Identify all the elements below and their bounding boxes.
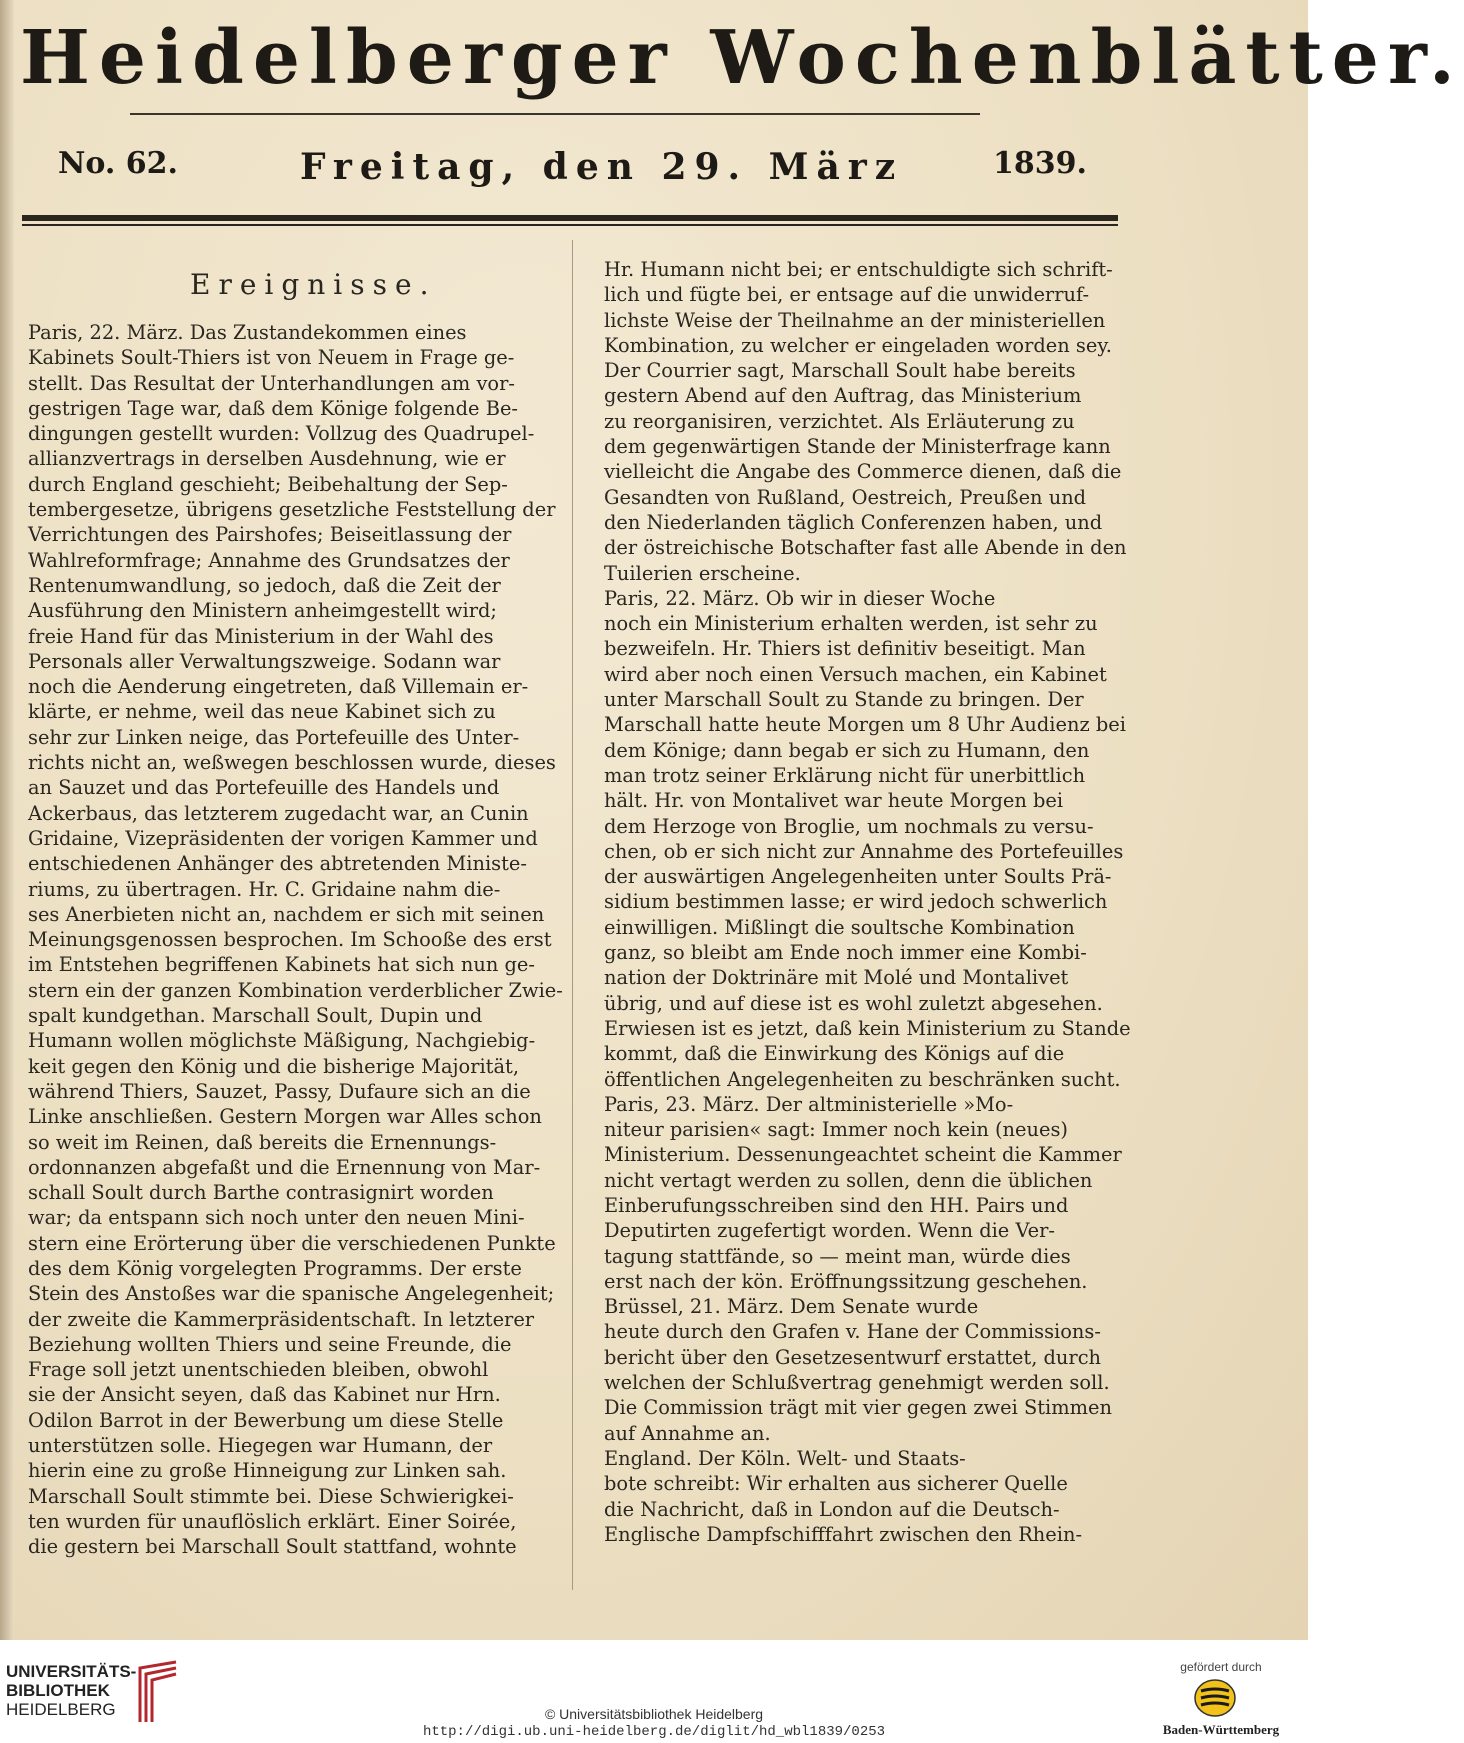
masthead-rule: [130, 113, 980, 115]
text-line: Marschall hatte heute Morgen um 8 Uhr Audienz bei: [604, 713, 1126, 737]
text-line: kommt, daß die Einwirkung des Königs auf die: [604, 1042, 1065, 1066]
text-line: zu reorganisiren, verzichtet. Als Erläuterung zu: [604, 409, 1075, 433]
issue-year: 1839.: [993, 146, 1087, 181]
text-line: Personals aller Verwaltungszweige. Sodann war: [28, 649, 501, 673]
text-line: stern ein der ganzen Kombination verderblicher Zwie-: [28, 978, 563, 1002]
text-line: Deputirten zugefertigt worden. Wenn die Ver-: [604, 1219, 1055, 1243]
text-line: sidium bestimmen lasse; er wird jedoch schwerlich: [604, 890, 1108, 914]
text-line: heute durch den Grafen v. Hane der Commissions-: [604, 1320, 1101, 1344]
text-line: Die Commission trägt mit vier gegen zwei Stimmen: [604, 1396, 1113, 1420]
text-line: an Sauzet und das Portefeuille des Handels und: [28, 776, 500, 800]
text-line: Ackerbaus, das letzterem zugedacht war, an Cunin: [28, 801, 529, 825]
sponsor-label: gefördert durch: [1180, 1660, 1262, 1674]
text-line: Linke anschließen. Gestern Morgen war Alles schon: [28, 1105, 542, 1129]
text-line: chen, ob er sich nicht zur Annahme des Portefeuilles: [604, 839, 1124, 863]
text-line: Einberufungsschreiben sind den HH. Pairs und: [604, 1193, 1069, 1217]
text-line: bezweifeln. Hr. Thiers ist definitiv beseitigt. Man: [604, 637, 1086, 661]
text-line: Hr. Humann nicht bei; er entschuldigte sich schrift-: [604, 258, 1113, 281]
text-line: den Niederlanden täglich Conferenzen haben, und: [604, 510, 1103, 534]
text-line: lich und fügte bei, er entsage auf die unwiderruf-: [604, 283, 1089, 307]
text-line: entschiedenen Anhänger des abtretenden Ministe-: [28, 852, 527, 876]
text-line: nicht vertagt werden zu sollen, denn die üblichen: [604, 1168, 1093, 1192]
text-line: Paris, 22. März. Ob wir in dieser Woche: [604, 586, 996, 610]
text-line: des dem König vorgelegten Programms. Der erste: [28, 1256, 522, 1280]
text-line: spalt kundgethan. Marschall Soult, Dupin und: [28, 1004, 483, 1028]
text-line: Paris, 23. März. Der altministerielle »Mo-: [604, 1092, 1014, 1116]
text-line: dem gegenwärtigen Stande der Ministerfrage kann: [604, 435, 1111, 459]
issue-number: No. 62.: [58, 146, 178, 181]
sponsor-state: Baden-Württemberg: [1162, 1722, 1280, 1737]
text-line: tembergesetze, übrigens gesetzliche Feststellung der: [28, 498, 556, 522]
text-line: Ausführung den Ministern anheimgestellt wird;: [28, 599, 497, 623]
copyright-notice: © Universitätsbibliothek Heidelberg: [544, 1706, 764, 1722]
text-line: Wahlreformfrage; Annahme des Grundsatzes der: [28, 548, 510, 572]
text-line: Kabinets Soult-Thiers ist von Neuem in Frage ge-: [28, 346, 515, 370]
header-rule-thin: [22, 224, 1118, 226]
text-line: die gestern bei Marschall Soult stattfand, wohnte: [28, 1535, 517, 1559]
text-line: öffentlichen Angelegenheiten zu beschränken sucht.: [604, 1067, 1121, 1091]
text-line: richts nicht an, weßwegen beschlossen wurde, dieses: [28, 751, 556, 775]
text-line: gestrigen Tage war, daß dem Könige folgende Be-: [28, 396, 518, 420]
right-column: [604, 257, 1131, 1547]
text-line: England. Der Köln. Welt- und Staats-: [604, 1446, 966, 1470]
text-line: Der Courrier sagt, Marschall Soult habe bereits: [604, 359, 1076, 383]
text-line: Stein des Anstoßes war die spanische Angelegenheit;: [28, 1282, 555, 1306]
text-line: Englische Dampfschifffahrt zwischen den Rhein-: [604, 1522, 1082, 1546]
text-line: Rentenumwandlung, so jedoch, daß die Zeit der: [28, 573, 501, 597]
source-url[interactable]: http://digi.ub.uni-heidelberg.de/diglit/hd_wbl1839/0253: [422, 1724, 886, 1740]
text-line: einwilligen. Mißlingt die soultsche Kombination: [604, 915, 1075, 939]
text-line: freie Hand für das Ministerium in der Wahl des: [28, 624, 494, 648]
text-line: Humann wollen möglichste Mäßigung, Nachgiebig-: [28, 1029, 536, 1053]
text-line: noch die Aenderung eingetreten, daß Villemain er-: [28, 675, 529, 699]
text-line: der östreichische Botschafter fast alle Abende in den: [604, 536, 1127, 560]
text-line: niteur parisien« sagt: Immer noch kein (neues): [604, 1118, 1068, 1142]
text-line: wird aber noch einen Versuch machen, ein Kabinet: [604, 662, 1107, 686]
page-spine-shadow: [0, 0, 14, 1640]
left-column: [28, 320, 563, 1560]
text-line: unter Marschall Soult zu Stande zu bringen. Der: [604, 688, 1084, 712]
text-line: lichste Weise der Theilnahme an der ministeriellen: [604, 308, 1106, 332]
text-line: bericht über den Gesetzesentwurf erstattet, durch: [604, 1345, 1102, 1369]
text-line: der zweite die Kammerpräsidentschaft. In letzterer: [28, 1307, 535, 1331]
text-line: man trotz seiner Erklärung nicht für unerbittlich: [604, 763, 1086, 787]
text-line: Brüssel, 21. März. Dem Senate wurde: [604, 1295, 979, 1319]
text-line: schall Soult durch Barthe contrasignirt worden: [28, 1181, 494, 1205]
library-name-line2: BIBLIOTHEK: [6, 1681, 110, 1700]
text-line: tagung stattfände, so — meint man, würde dies: [604, 1244, 1071, 1268]
text-line: hält. Hr. von Montalivet war heute Morgen bei: [604, 789, 1064, 813]
text-line: Frage soll jetzt unentschieden bleiben, obwohl: [28, 1358, 489, 1382]
text-line: klärte, er nehme, weil das neue Kabinet sich zu: [28, 700, 496, 724]
text-line: Marschall Soult stimmte bei. Diese Schwierigkei-: [28, 1484, 514, 1508]
text-line: dem Herzoge von Broglie, um nochmals zu versu-: [604, 814, 1094, 838]
text-line: so weit im Reinen, daß bereits die Ernennungs-: [28, 1130, 497, 1154]
issue-line: [58, 146, 1098, 196]
text-line: der auswärtigen Angelegenheiten unter Soults Prä-: [604, 865, 1112, 889]
section-title: Ereignisse.: [190, 268, 437, 301]
text-line: die Nachricht, daß in London auf die Deutsch-: [604, 1497, 1060, 1521]
text-line: übrig, und auf diese ist es wohl zuletzt abgesehen.: [604, 991, 1103, 1015]
issue-date: Freitag, den 29. März: [300, 146, 904, 188]
text-line: ses Anerbieten nicht an, nachdem er sich mit seinen: [28, 902, 545, 926]
text-line: allianzvertrags in derselben Ausdehnung, wie er: [28, 447, 506, 471]
text-line: erst nach der kön. Eröffnungssitzung geschehen.: [604, 1269, 1088, 1293]
text-line: Gridaine, Vizepräsidenten der vorigen Kammer und: [28, 826, 538, 850]
text-line: dingungen gestellt wurden: Vollzug des Quadrupel-: [28, 422, 535, 446]
text-line: Odilon Barrot in der Bewerbung um diese Stelle: [28, 1408, 504, 1432]
text-line: welchen der Schlußvertrag genehmigt werden soll.: [604, 1371, 1110, 1395]
text-line: sehr zur Linken neige, das Portefeuille des Unter-: [28, 725, 520, 749]
text-line: ordonnanzen abgefaßt und die Ernennung von Mar-: [28, 1155, 541, 1179]
masthead-title: Heidelberger Wochenblätter.: [20, 15, 1464, 101]
library-name-line3: HEIDELBERG: [6, 1700, 116, 1719]
text-line: ten wurden für unauflöslich erklärt. Einer Soirée,: [28, 1509, 517, 1533]
text-line: stern eine Erörterung über die verschiedenen Punkte: [28, 1231, 556, 1255]
text-line: hierin eine zu große Hinneigung zur Linken sah.: [28, 1459, 507, 1483]
text-line: während Thiers, Sauzet, Passy, Dufaure sich an die: [28, 1079, 531, 1103]
text-line: dem Könige; dann begab er sich zu Humann, den: [604, 738, 1090, 762]
text-line: noch ein Ministerium erhalten werden, ist sehr zu: [604, 612, 1098, 636]
text-line: gestern Abend auf den Auftrag, das Ministerium: [604, 384, 1082, 408]
text-line: nation der Doktrinäre mit Molé und Montalivet: [604, 966, 1069, 990]
text-line: Meinungsgenossen besprochen. Im Schooße des erst: [28, 928, 552, 952]
text-line: im Entstehen begriffenen Kabinets hat sich nun ge-: [28, 953, 535, 977]
column-divider: [572, 240, 573, 1590]
text-line: Paris, 22. März. Das Zustandekommen eines: [28, 321, 467, 344]
header-rule-thick: [22, 215, 1118, 221]
text-line: Gesandten von Rußland, Oestreich, Preußen und: [604, 485, 1087, 509]
text-line: Erwiesen ist es jetzt, daß kein Ministerium zu Stande: [604, 1016, 1131, 1040]
text-line: vielleicht die Angabe des Commerce dienen, daß die: [604, 460, 1122, 484]
text-line: sie der Ansicht seyen, daß das Kabinet nur Hrn.: [28, 1383, 501, 1407]
text-line: Verrichtungen des Pairshofes; Beiseitlassung der: [28, 523, 512, 547]
text-line: Ministerium. Dessenungeachtet scheint die Kammer: [604, 1143, 1122, 1167]
text-line: bote schreibt: Wir erhalten aus sicherer Quelle: [604, 1472, 1068, 1496]
text-line: Kombination, zu welcher er eingeladen worden sey.: [604, 333, 1112, 357]
text-line: Tuilerien erscheine.: [604, 561, 801, 585]
text-line: ganz, so bleibt am Ende noch immer eine Kombi-: [604, 941, 1087, 965]
state-crest-icon: [1193, 1678, 1237, 1718]
text-line: stellt. Das Resultat der Unterhandlungen am vor-: [28, 371, 515, 395]
text-line: Beziehung wollten Thiers und seine Freunde, die: [28, 1332, 512, 1356]
text-line: riums, zu übertragen. Hr. C. Gridaine nahm die-: [28, 877, 501, 901]
text-line: auf Annahme an.: [604, 1421, 771, 1445]
text-line: unterstützen solle. Hiegegen war Humann, der: [28, 1434, 493, 1458]
text-line: durch England geschieht; Beibehaltung der Sep-: [28, 472, 508, 496]
library-name-line1: UNIVERSITÄTS-: [6, 1662, 137, 1681]
text-line: keit gegen den König und die bisherige Majorität,: [28, 1054, 519, 1078]
text-line: war; da entspann sich noch unter den neuen Mini-: [28, 1206, 525, 1230]
